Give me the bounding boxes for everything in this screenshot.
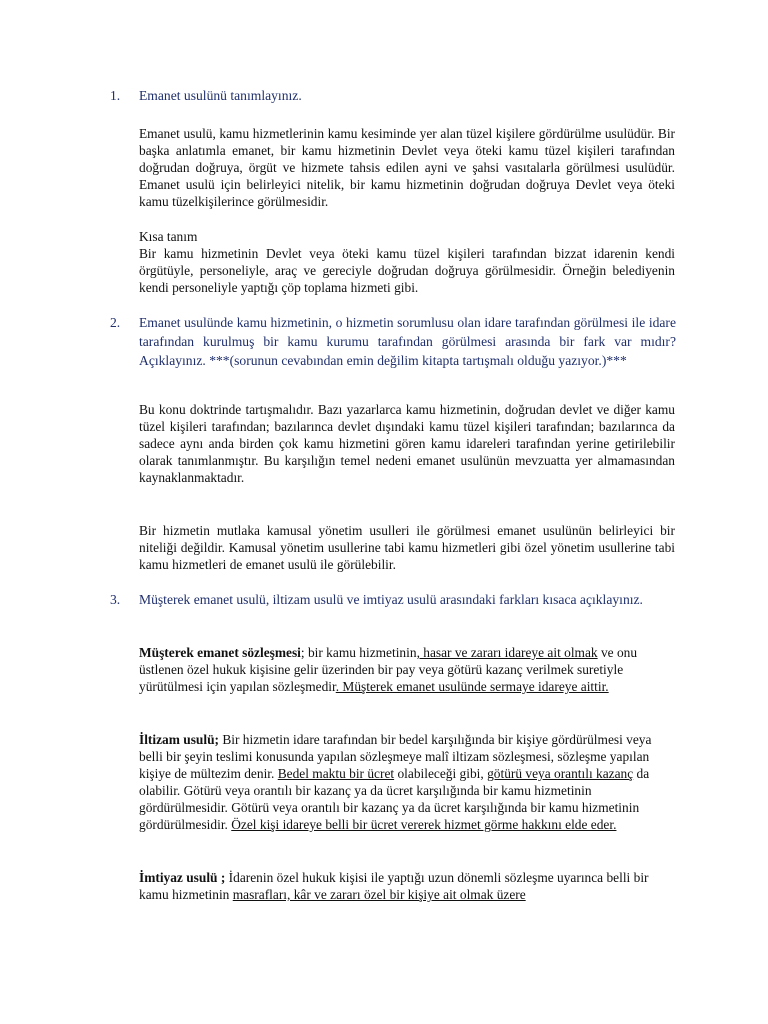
- paragraph: [139, 731, 675, 833]
- paragraph: Bir hizmetin mutlaka kamusal yönetim usulleri ile görülmesi emanet usulünün belirleyici bir niteliği değildir. Kamusal yönetim usullerine tabi kamu hizmetleri gibi özel yönetim usullerine tabi kamu hizmetleri de emanet usulü ile görülebilir.: [139, 523, 675, 572]
- paragraph: Bir kamu hizmetinin Devlet veya öteki kamu tüzel kişileri tarafından bizzat idarenin kendi örgütüyle, personeliyle, araç ve gereciyle doğrudan doğruya görülmesidir. Örneğin belediyenin kendi personeliyle yaptığı çöp toplama hizmeti gibi.: [139, 246, 675, 295]
- text-run: olabileceği gibi,: [394, 766, 488, 781]
- paragraph: [139, 869, 675, 903]
- term-heading: Müşterek emanet sözleşmesi: [139, 645, 301, 660]
- term-heading: İmtiyaz usulü ;: [139, 870, 226, 885]
- paragraph: [139, 644, 675, 695]
- underlined-text: masrafları, kâr ve zararı özel bir kişiye ait olmak üzere: [232, 887, 526, 902]
- question-number: 2.: [110, 315, 121, 330]
- question-3: [110, 590, 676, 609]
- question-text: Emanet usulünü tanımlayınız.: [139, 88, 302, 103]
- answer-3-iltizam: [139, 731, 675, 833]
- underlined-text: , hasar ve zararı idareye ait olmak: [416, 645, 598, 660]
- short-definition-label: Kısa tanım: [139, 229, 198, 244]
- question-text: Emanet usulünde kamu hizmetinin, o hizmetin sorumlusu olan idare tarafından görülmesi ile idare tarafından kurulmuş bir kamu kurumu tarafından görülmesi arasında bir fark var mıdır? Açıklayınız. ***(sorunun cevabından emin değilim kitapta tartışmalı olduğu yazıyor.)***: [139, 315, 676, 368]
- question-1: [110, 86, 676, 105]
- paragraph: Emanet usulü, kamu hizmetlerinin kamu kesiminde yer alan tüzel kişilere gördürülme usulüdür. Bir başka anlatımla emanet, bir kamu hizmetinin Devlet veya öteki kamu tüzel kişileri tarafından doğrudan doğruya, örgüt ve hizmete tahsis edilen ayni ve şahsi vasıtalarla görülmesi usulüdür. Emanet usulü için belirleyici nitelik, bir kamu hizmetinin doğrudan doğruya Devlet veya öteki kamu tüzelkişilerince görülmesidir.: [139, 126, 675, 209]
- answer-3-mustarek: [139, 644, 675, 695]
- text-run: Bir hizmetin idare tarafından bir bedel karşılığında bir kişiye gördürülmesi veya belli bir şeyin teslimi konusunda yapılan sözleşmeye malî iltizam sözleşmesi, sözleşme yapılan kişiye de mültezim denir.: [139, 732, 652, 781]
- answer-2-part-2: [139, 522, 675, 573]
- answer-2-part-1: [139, 401, 675, 486]
- answer-3-imtiyaz: [139, 869, 675, 903]
- text-run: İdarenin özel hukuk kişisi ile yaptığı uzun dönemli sözleşme uyarınca belli bir kamu hizmetinin: [139, 870, 649, 902]
- answer-1-short-definition: [139, 228, 675, 296]
- question-2: [110, 313, 676, 370]
- underlined-text: götürü veya orantılı kazanç: [487, 766, 634, 781]
- question-text: Müşterek emanet usulü, iltizam usulü ve imtiyaz usulü arasındaki farkları kısaca açıklayınız.: [139, 592, 643, 607]
- question-number: 3.: [110, 592, 121, 607]
- underlined-text: . Müşterek emanet usulünde sermaye idareye aittir.: [335, 679, 609, 694]
- text-run: da olabilir. Götürü veya orantılı bir kazanç ya da ücret karşılığında bir kamu hizmetinin gördürülmesidir. Götürü veya orantılı bir kazanç ya da ücret karşılığında bir kamu hizmetinin gördürülmesidir.: [139, 766, 650, 832]
- underlined-text: Özel kişi idareye belli bir ücret vererek hizmet görme hakkını elde eder.: [231, 817, 617, 832]
- underlined-text: Bedel maktu bir ücret: [277, 766, 395, 781]
- term-heading: İltizam usulü;: [139, 732, 219, 747]
- text-run: ve onu üstlenen özel hukuk kişisine gelir üzerinden bir pay veya götürü kazanç verilmek suretiyle yürütülmesi için yapılan sözleşmedir: [139, 645, 638, 694]
- text-run: ; bir kamu hizmetinin: [300, 645, 417, 660]
- answer-1-definition: [139, 125, 675, 210]
- paragraph: Bu konu doktrinde tartışmalıdır. Bazı yazarlarca kamu hizmetinin, doğrudan devlet ve diğer kamu tüzel kişileri tarafından; bazılarınca devlet dışındaki kamu tüzel kişileri tarafından; bazılarınca da sadece aynı anda birden çok kamu hizmetini gören kamu idareleri tarafından yerine getirilebilir olarak tanımlanmıştır. Bu karşılığın temel nedeni emanet usulünün mevzuatta yer almamasından kaynaklanmaktadır.: [139, 402, 675, 485]
- question-number: 1.: [110, 88, 121, 103]
